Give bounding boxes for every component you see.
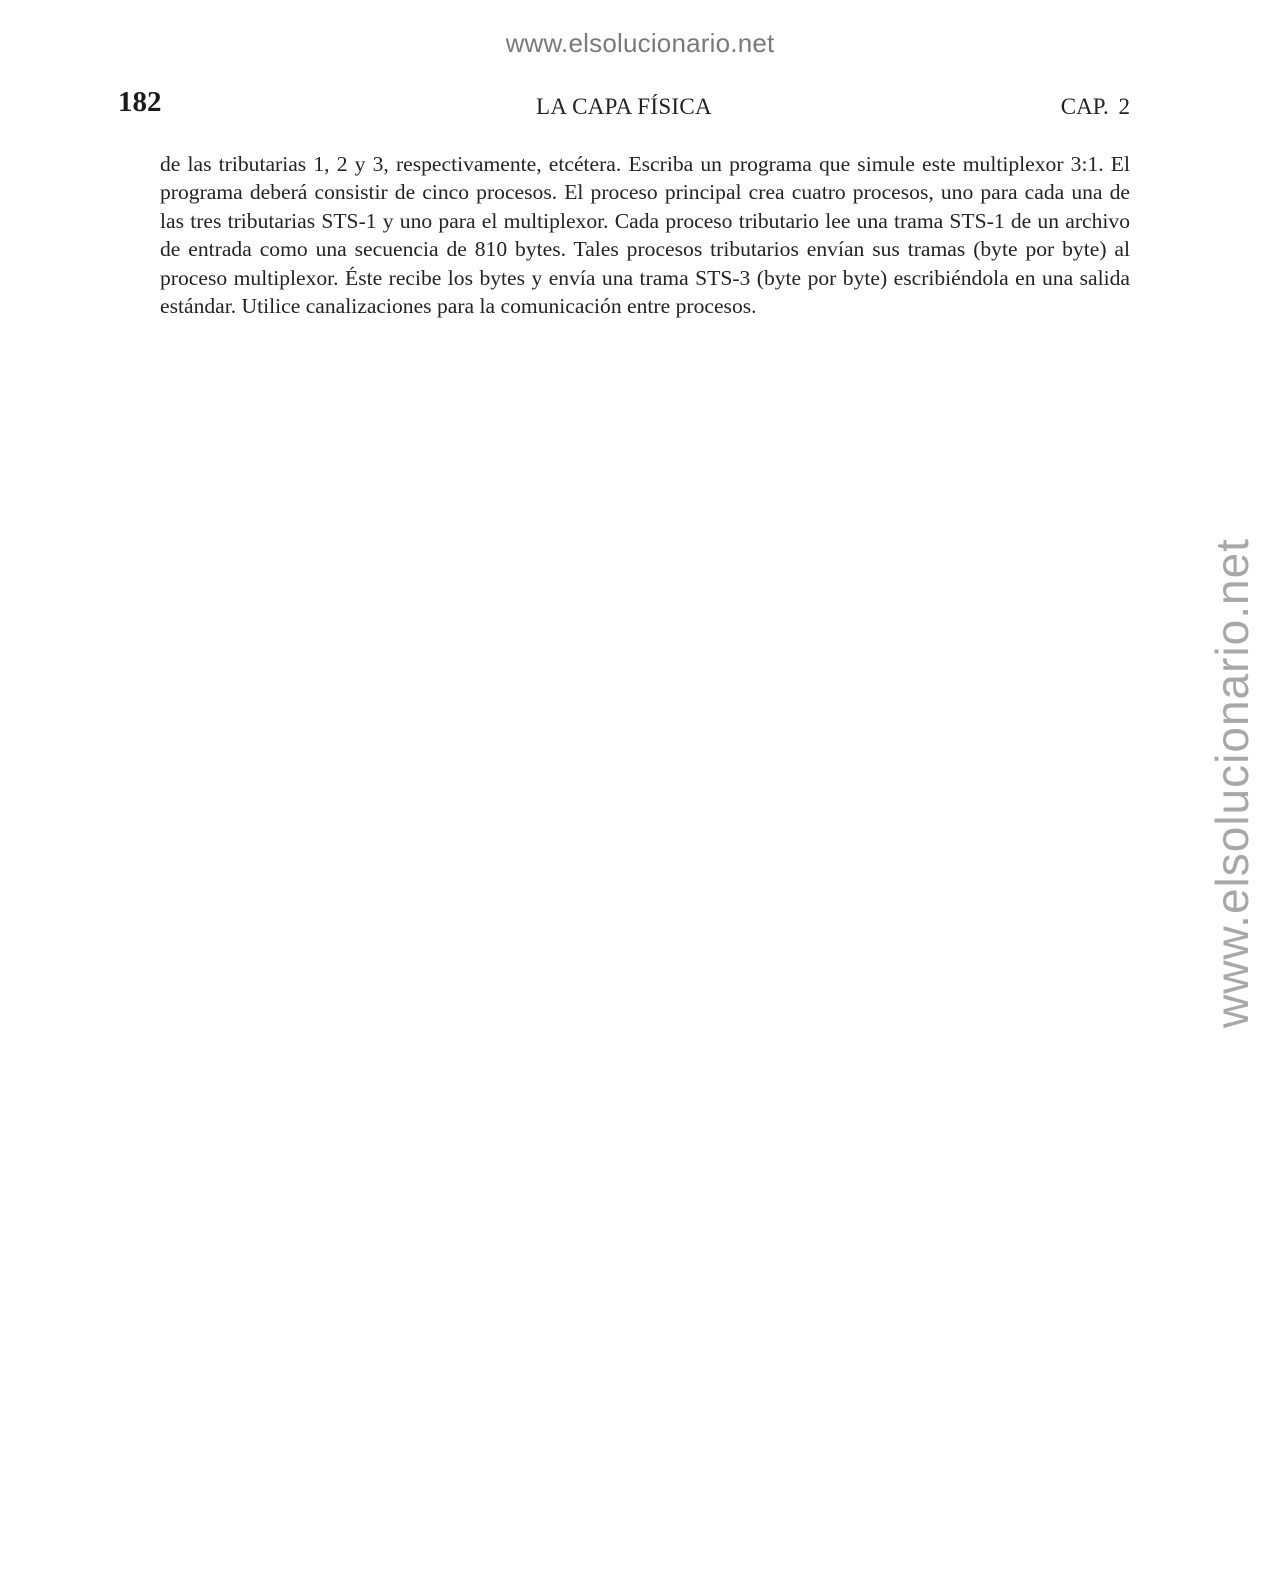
watermark-side: www.elsolucionario.net: [1206, 538, 1258, 1028]
watermark-top: www.elsolucionario.net: [505, 28, 775, 58]
page-number: 182: [118, 86, 162, 118]
chapter-label: CAP. 2: [1060, 94, 1130, 119]
body-paragraph: de las tributarias 1, 2 y 3, respectivamente, etcétera. Escriba un programa que simule este multiplexor 3:1. El programa deberá consistir de cinco procesos. El proceso principal crea cuatro procesos, uno para cada una de las tres tributarias STS-1 y uno para el multiplexor. Cada proceso tributario lee una trama STS-1 de un archivo de entrada como una secuencia de 810 bytes. Tales procesos tributarios envían sus tramas (byte por byte) al proceso multiplexor. Éste recibe los bytes y envía una trama STS-3 (byte por byte) escribiéndola en una salida estándar. Utilice canalizaciones para la comunicación entre procesos.: [160, 152, 1130, 319]
running-title: LA CAPA FÍSICA: [536, 94, 712, 119]
